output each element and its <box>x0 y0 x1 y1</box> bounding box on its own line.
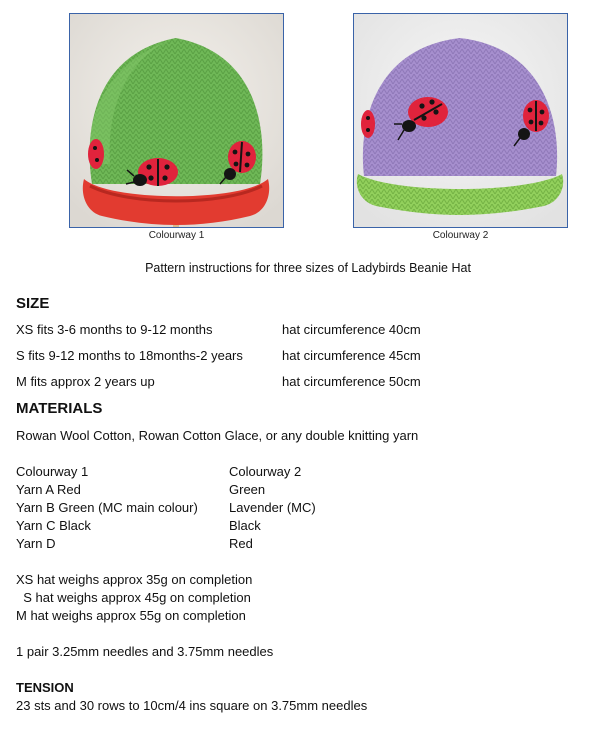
colourway-1-list-item: Yarn B Green (MC main colour) <box>16 500 198 515</box>
size-row-value: hat circumference 40cm <box>282 322 421 337</box>
tension-text: 23 sts and 30 rows to 10cm/4 ins square on 3.75mm needles <box>16 698 368 713</box>
colourway-1-list-item: Yarn D <box>16 536 56 551</box>
caption-colourway-2: Colourway 2 <box>432 230 489 241</box>
colourway-2-list-item: Lavender (MC) <box>229 500 316 515</box>
weight-line: XS hat weighs approx 35g on completion <box>16 572 253 587</box>
size-row-value: hat circumference 50cm <box>282 374 421 389</box>
colourway-1-list-item: Yarn A Red <box>16 482 81 497</box>
tension-heading: TENSION <box>16 680 74 695</box>
size-row-label: XS fits 3-6 months to 9-12 months <box>16 322 213 337</box>
size-row-value: hat circumference 45cm <box>282 348 421 363</box>
colourway-2-photo <box>353 13 568 228</box>
intro-text: Pattern instructions for three sizes of Ladybirds Beanie Hat <box>145 261 471 275</box>
materials-yarn: Rowan Wool Cotton, Rowan Cotton Glace, or any double knitting yarn <box>16 428 419 443</box>
needles-text: 1 pair 3.25mm needles and 3.75mm needles <box>16 644 274 659</box>
colourway-1-list-item: Yarn C Black <box>16 518 91 533</box>
ladybird-icon <box>88 139 104 169</box>
size-row-label: S fits 9-12 months to 18months-2 years <box>16 348 243 363</box>
caption-colourway-1: Colourway 1 <box>148 230 205 241</box>
size-row-label: M fits approx 2 years up <box>16 374 155 389</box>
colourway-2-list-item: Colourway 2 <box>229 464 302 479</box>
size-heading: SIZE <box>16 295 50 312</box>
weight-line: M hat weighs approx 55g on completion <box>16 608 246 623</box>
colourway-1-list-item: Colourway 1 <box>16 464 89 479</box>
colourway-1-photo <box>69 13 284 228</box>
materials-heading: MATERIALS <box>16 400 103 417</box>
ladybird-icon <box>361 110 375 138</box>
colourway-2-list-item: Black <box>229 518 261 533</box>
colourway-2-list-item: Green <box>229 482 266 497</box>
colourway-2-list-item: Red <box>229 536 253 551</box>
weight-line: S hat weighs approx 45g on completion <box>16 590 251 605</box>
